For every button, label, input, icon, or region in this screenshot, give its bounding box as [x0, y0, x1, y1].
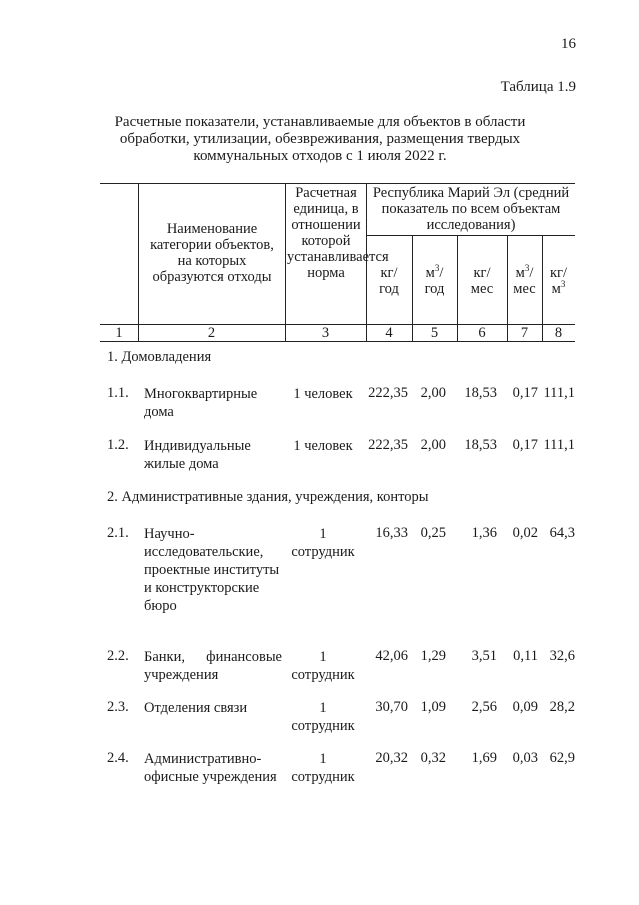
value-m3-month: 0,09	[512, 699, 538, 715]
value-kg-m3: 111,1	[543, 385, 575, 401]
value-m3-month: 0,17	[512, 437, 538, 453]
row-number: 2.2.	[107, 648, 129, 664]
header-region: Республика Марий Эл (средний показатель по всем объектам исследования)	[372, 185, 570, 233]
value-kg-year: 16,33	[375, 525, 408, 541]
col-number: 1	[115, 325, 123, 341]
section-title: 2. Административные здания, учреждения, конторы	[107, 489, 429, 505]
value-m3-month: 0,02	[512, 525, 538, 541]
value-m3-year: 2,00	[420, 385, 446, 401]
row-unit: 1 человек	[293, 386, 353, 402]
row-unit: 1 сотрудник	[291, 526, 355, 560]
value-kg-m3: 28,2	[549, 699, 575, 715]
value-kg-month: 18,53	[464, 385, 497, 401]
rule-top	[100, 183, 575, 184]
col-divider	[285, 183, 286, 341]
row-name: Индивидуальные жилые дома	[144, 438, 251, 472]
value-m3-year: 1,29	[420, 648, 446, 664]
row-number: 1.2.	[107, 437, 129, 453]
col-number: 3	[321, 325, 330, 341]
section-title: 1. Домовладения	[107, 349, 212, 365]
value-m3-year: 2,00	[420, 437, 446, 453]
unit-header: $м^3/$ мес	[513, 263, 536, 297]
row-number: 2.1.	[107, 525, 129, 541]
row-number: 1.1.	[107, 385, 129, 401]
value-kg-m3: 64,3	[549, 525, 575, 541]
unit-header: кг/ год	[379, 265, 399, 297]
value-kg-month: 18,53	[464, 437, 497, 453]
value-kg-month: 3,51	[471, 648, 497, 664]
col-number: 2	[207, 325, 216, 341]
header-name: Наименование категории объектов, на которых образуются отходы	[150, 221, 274, 285]
row-name: Многоквартирные дома	[144, 386, 258, 420]
row-name: Научно-исследовательские, проектные институты и конструкторские бюро	[144, 526, 280, 614]
table-header	[100, 183, 575, 342]
value-kg-m3: 62,9	[549, 750, 575, 766]
table-title: Расчетные показатели, устанавливаемые для объектов в области обработки, утилизации, обезвреживания, размещения твердых коммунальных отходов с 1 июля 2022 г.	[114, 114, 526, 164]
value-m3-year: 1,09	[420, 699, 446, 715]
row-number: 2.4.	[107, 750, 129, 766]
value-m3-year: 0,25	[420, 525, 446, 541]
col-number: 5	[430, 325, 439, 341]
value-kg-year: 30,70	[375, 699, 408, 715]
unit-header: $м^3/$ год	[424, 263, 445, 297]
value-kg-m3: 111,1	[543, 437, 575, 453]
row-unit: 1 человек	[293, 438, 353, 454]
col-number: 8	[554, 325, 563, 341]
table-label: Таблица 1.9	[500, 79, 576, 95]
page-number: 16	[561, 36, 576, 52]
col-number: 4	[385, 325, 393, 341]
row-name: Отделения связи	[144, 700, 248, 716]
col-divider	[138, 183, 139, 341]
value-kg-month: 1,36	[471, 525, 497, 541]
row-number: 2.3.	[107, 699, 129, 715]
unit-header: кг/ $м^3$	[549, 265, 568, 297]
col-number: 6	[478, 325, 486, 341]
value-kg-m3: 32,6	[549, 648, 575, 664]
value-kg-month: 2,56	[471, 699, 497, 715]
value-kg-year: 42,06	[375, 648, 408, 664]
value-m3-year: 0,32	[420, 750, 446, 766]
row-unit: 1 сотрудник	[291, 751, 355, 785]
row-name: Административно-офисные учреждения	[144, 751, 277, 785]
value-kg-year: 222,35	[368, 385, 408, 401]
col-number: 7	[520, 325, 529, 341]
value-kg-month: 1,69	[471, 750, 497, 766]
row-name: Банки, финансовые учреждения	[144, 649, 282, 683]
unit-header: кг/ мес	[470, 265, 494, 297]
rule-units	[366, 235, 575, 236]
row-unit: 1 сотрудник	[291, 649, 355, 683]
header-unit: Расчетная единица, в отношении которой устанавливается норма	[287, 185, 389, 281]
value-kg-year: 20,32	[375, 750, 408, 766]
value-m3-month: 0,11	[513, 648, 538, 664]
value-m3-month: 0,17	[512, 385, 538, 401]
value-m3-month: 0,03	[512, 750, 538, 766]
rule-bottom	[100, 341, 575, 342]
row-unit: 1 сотрудник	[291, 700, 355, 734]
value-kg-year: 222,35	[368, 437, 408, 453]
